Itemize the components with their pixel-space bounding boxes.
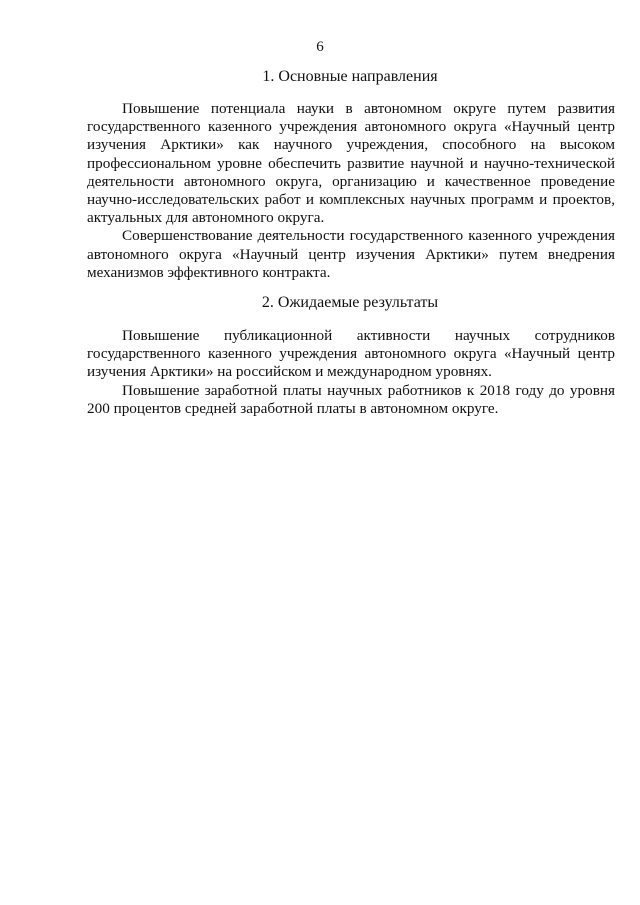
paragraph: Повышение заработной платы научных работников к 2018 году до уровня 200 процентов средней заработной платы в автономном округе. — [87, 381, 615, 417]
paragraph: Повышение публикационной активности научных сотрудников государственного казенного учреждения автономного округа «Научный центр изучения Арктики» на российском и международном уровнях. — [87, 327, 615, 381]
section-title-main-directions: 1. Основные направления — [262, 68, 438, 85]
section-title-expected-results: 2. Ожидаемые результаты — [261, 294, 439, 311]
paragraph: Повышение потенциала науки в автономном округе путем развития государственного казенного учреждения автономного округа «Научный центр изучения Арктики» как научного учреждения, способного на высоком профессиональном уровне обеспечить развитие научной и научно-технической деятельности автономного округа, организацию и качественное проведение научно-исследовательских работ и комплексных научных программ и проектов, актуальных для автономного округа. — [87, 100, 615, 227]
page-number: 6 — [316, 39, 324, 55]
paragraph: Совершенствование деятельности государственного казенного учреждения автономного округа «Научный центр изучения Арктики» путем внедрения механизмов эффективного контракта. — [87, 227, 615, 281]
section-body-main-directions — [87, 100, 615, 282]
section-body-expected-results — [87, 327, 615, 418]
